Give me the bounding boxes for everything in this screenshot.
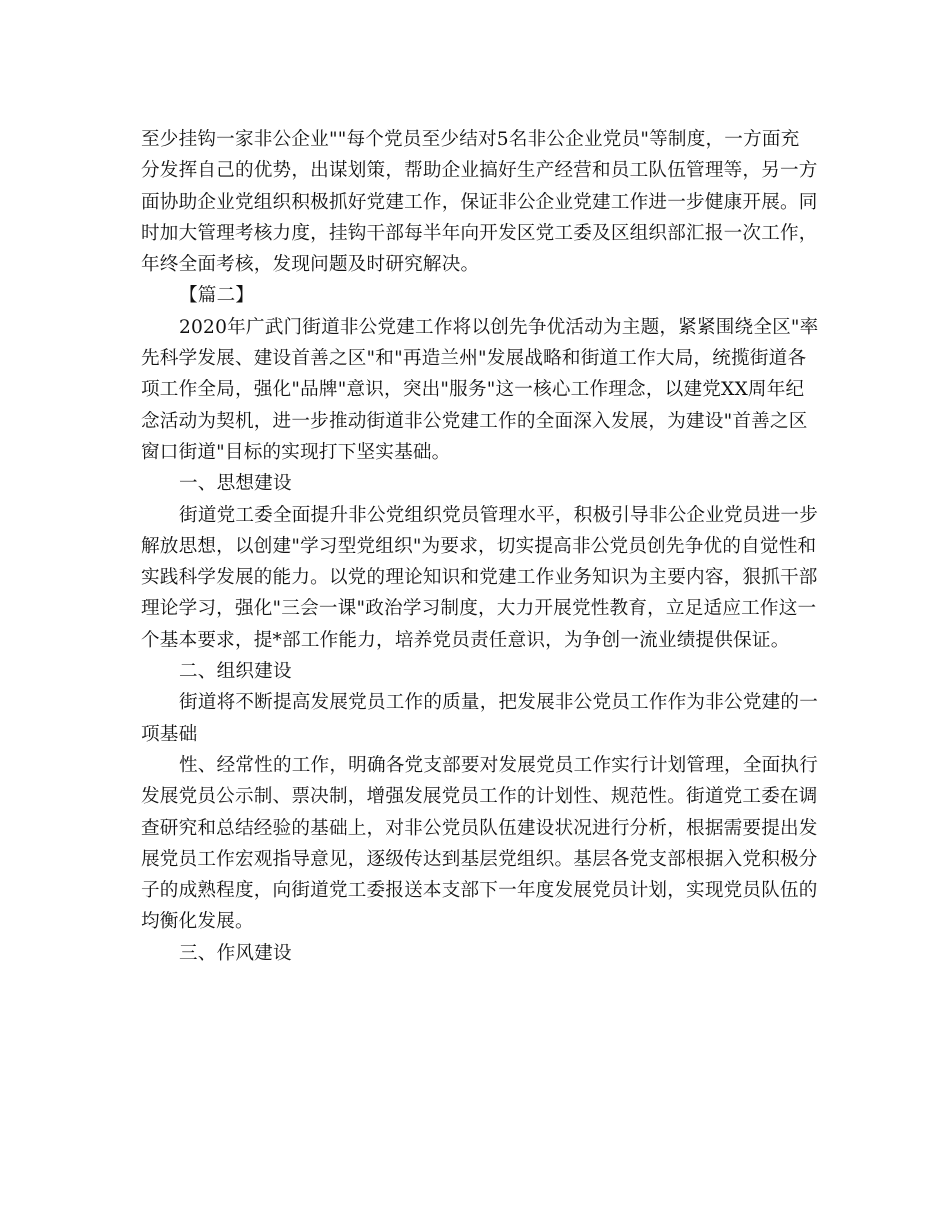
text-line: 实践科学发展的能力。以党的理论知识和党建工作业务知识为主要内容，狠抓干部 (141, 567, 818, 589)
text-line: 查研究和总结经验的基础上，对非公党员队伍建设状况进行分析，根据需要提出发 (141, 817, 818, 839)
text-line: 展党员工作宏观指导意见，逐级传达到基层党组织。基层各党支部根据入党积极分 (141, 848, 818, 870)
text-line: 面协助企业党组织积极抓好党建工作，保证非公企业党建工作进一步健康开展。同 (141, 191, 818, 213)
text-line: 2020年广武门街道非公党建工作将以创先争优活动为主题，紧紧围绕全区"率 (179, 316, 819, 338)
text-line: 项基础 (141, 723, 198, 745)
text-line: 街道党工委全面提升非公党组织党员管理水平，积极引导非公企业党员进一步 (179, 504, 818, 526)
text-line: 解放思想，以创建"学习型党组织"为要求，切实提高非公党员创先争优的自觉性和 (141, 535, 817, 557)
text-line: 子的成熟程度，向街道党工委报送本支部下一年度发展党员计划，实现党员队伍的 (141, 880, 818, 902)
text-line: 分发挥自己的优势，出谋划策，帮助企业搞好生产经营和员工队伍管理等，另一方 (141, 160, 818, 182)
text-line: 【篇二】 (179, 285, 255, 307)
text-line: 三、作风建设 (179, 942, 292, 964)
text-line: 先科学发展、建设首善之区"和"再造兰州"发展战略和街道工作大局，统揽街道各 (141, 348, 807, 370)
text-line: 一、思想建设 (179, 473, 292, 495)
text-line: 项工作全局，强化"品牌"意识，突出"服务"这一核心工作理念，以建党XX周年纪 (141, 379, 805, 401)
text-line: 街道将不断提高发展党员工作的质量，把发展非公党员工作作为非公党建的一 (179, 692, 818, 714)
text-line: 均衡化发展。 (141, 911, 254, 933)
text-line: 个基本要求，提*部工作能力，培养党员责任意识，为争创一流业绩提供保证。 (141, 629, 790, 651)
text-line: 性、经常性的工作，明确各党支部要对发展党员工作实行计划管理，全面执行 (179, 754, 818, 776)
text-line: 二、组织建设 (179, 661, 292, 683)
text-line: 时加大管理考核力度，挂钩干部每半年向开发区党工委及区组织部汇报一次工作， (141, 222, 818, 244)
text-line: 念活动为契机，进一步推动街道非公党建工作的全面深入发展，为建设"首善之区 (141, 410, 808, 432)
text-line: 至少挂钩一家非公企业""每个党员至少结对5名非公企业党员"等制度，一方面充 (141, 129, 800, 150)
document-body (141, 124, 819, 969)
text-line: 发展党员公示制、票决制，增强发展党员工作的计划性、规范性。街道党工委在调 (141, 786, 818, 808)
text-line: 年终全面考核，发现问题及时研究解决。 (141, 254, 480, 276)
text-line: 窗口街道"目标的实现打下坚实基础。 (141, 441, 451, 463)
text-line: 理论学习，强化"三会一课"政治学习制度，大力开展党性教育，立足适应工作这一 (141, 598, 817, 620)
